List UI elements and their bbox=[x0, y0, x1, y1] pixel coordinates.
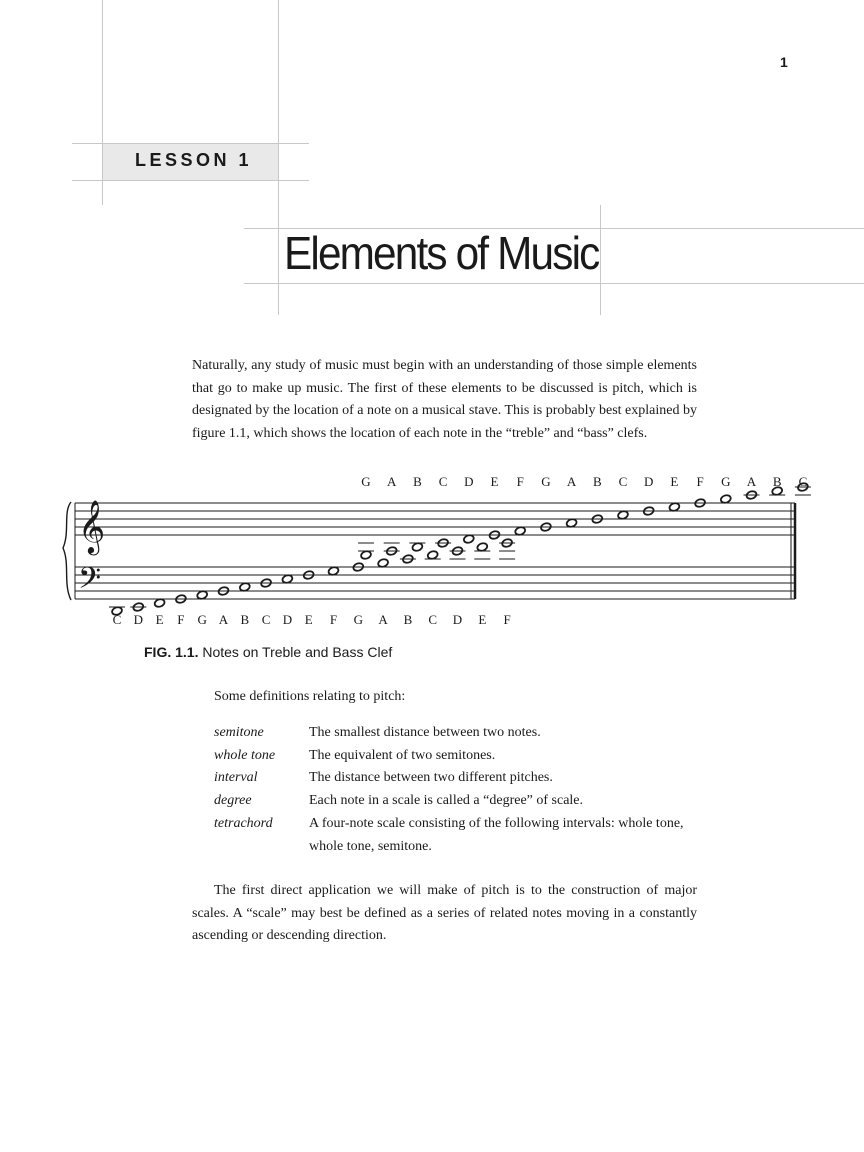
bass-note-label: E bbox=[304, 612, 313, 627]
treble-note bbox=[669, 502, 681, 512]
treble-note bbox=[514, 526, 526, 536]
bass-note-label: D bbox=[133, 612, 143, 627]
grid-line bbox=[72, 180, 309, 181]
definition-term: tetrachord bbox=[214, 816, 273, 831]
treble-note bbox=[360, 550, 372, 560]
bass-note-label: F bbox=[329, 612, 338, 627]
treble-note-label: E bbox=[670, 474, 679, 489]
treble-note-label: A bbox=[387, 474, 397, 489]
treble-note bbox=[720, 494, 732, 504]
definition-term: semitone bbox=[214, 725, 264, 740]
chapter-title: Elements of Music bbox=[284, 227, 599, 279]
figure-caption-label: FIG. 1.1. bbox=[144, 644, 199, 660]
bass-note bbox=[154, 598, 166, 608]
treble-note-label: F bbox=[516, 474, 524, 489]
bass-note-label: E bbox=[155, 612, 164, 627]
treble-note-label: F bbox=[696, 474, 704, 489]
bass-note-label: D bbox=[282, 612, 293, 627]
bass-note-label: G bbox=[197, 612, 207, 627]
brace bbox=[63, 502, 71, 600]
figure-caption bbox=[144, 644, 392, 660]
bass-note-label: F bbox=[503, 612, 511, 627]
bass-note-label: C bbox=[428, 612, 438, 627]
page-number: 1 bbox=[780, 54, 788, 70]
bass-note-label: A bbox=[218, 612, 229, 627]
bass-note-label: E bbox=[478, 612, 487, 627]
bass-clef-icon: 𝄢 bbox=[78, 562, 102, 603]
treble-note bbox=[566, 518, 578, 528]
bass-note bbox=[427, 550, 439, 560]
treble-note-label: B bbox=[592, 474, 602, 489]
grid-line bbox=[244, 283, 864, 284]
grid-line bbox=[600, 205, 601, 315]
bass-note-label: B bbox=[403, 612, 413, 627]
treble-note-label: B bbox=[413, 474, 422, 489]
bass-note-label: D bbox=[452, 612, 463, 627]
definition-text: Each note in a scale is called a “degree” of scale. bbox=[309, 793, 584, 808]
definition-text: The distance between two different pitches. bbox=[309, 770, 553, 785]
definition-term: whole tone bbox=[214, 748, 276, 763]
grand-staff bbox=[63, 502, 795, 600]
treble-note-label: C bbox=[438, 474, 448, 489]
definition-term: degree bbox=[214, 793, 252, 808]
grid-line bbox=[278, 0, 279, 315]
treble-note bbox=[617, 510, 629, 520]
treble-note-label: G bbox=[541, 474, 551, 489]
bass-note bbox=[196, 590, 208, 600]
treble-note bbox=[412, 542, 424, 552]
bass-note bbox=[377, 558, 389, 568]
treble-note-label: E bbox=[490, 474, 499, 489]
treble-note-label: G bbox=[721, 474, 731, 489]
bass-note-label: G bbox=[353, 612, 363, 627]
clefs bbox=[78, 499, 105, 603]
bass-note-label: B bbox=[240, 612, 250, 627]
definitions-intro: Some definitions relating to pitch: bbox=[214, 689, 406, 704]
definition-term: interval bbox=[214, 770, 258, 785]
scales-paragraph: The first direct application we will make of pitch is to the construction of major scales. A “scale” may best be defined as a series of related notes moving in a constantly ascending or descending direction. bbox=[192, 883, 697, 944]
bass-note bbox=[476, 542, 488, 552]
lesson-label: LESSON 1 bbox=[135, 150, 253, 170]
definition-text: The smallest distance between two notes. bbox=[309, 725, 541, 740]
bass-note-label: C bbox=[261, 612, 271, 627]
bass-note bbox=[239, 582, 251, 592]
treble-note-label: D bbox=[464, 474, 474, 489]
treble-note bbox=[463, 534, 475, 544]
treble-clef-icon: 𝄞 bbox=[78, 499, 106, 553]
figure-caption-text: Notes on Treble and Bass Clef bbox=[202, 644, 393, 660]
bass-note-label: F bbox=[177, 612, 185, 627]
grand-staff-figure bbox=[0, 470, 864, 640]
treble-note-label: B bbox=[772, 474, 782, 489]
treble-note-label: C bbox=[798, 474, 808, 489]
bass-note bbox=[328, 566, 340, 576]
bass-note bbox=[282, 574, 294, 584]
treble-note-label: G bbox=[361, 474, 371, 489]
intro-paragraph: Naturally, any study of music must begin with an understanding of those simple elements that go to make up music. The first of these elements to be discussed is pitch, which is designated by the location of a note on a musical stave. This is probably best explained by figure 1.1, which shows the location of each note in the “treble” and “bass” clefs. bbox=[192, 358, 697, 441]
bass-note-label: C bbox=[112, 612, 122, 627]
treble-note-label: A bbox=[566, 474, 577, 489]
definition-text: The equivalent of two semitones. bbox=[309, 748, 496, 763]
bass-note-label: A bbox=[378, 612, 388, 627]
notes bbox=[109, 482, 811, 616]
treble-note-label: C bbox=[618, 474, 628, 489]
treble-note-label: D bbox=[644, 474, 654, 489]
treble-note-label: A bbox=[746, 474, 757, 489]
definition-text: A four-note scale consisting of the following intervals: whole tone, whole tone, semitone. bbox=[309, 816, 684, 854]
